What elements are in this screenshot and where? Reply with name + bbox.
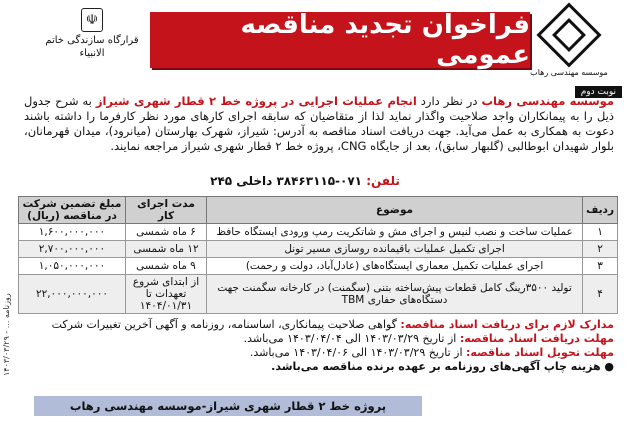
- cell-guarantee: ۲۲,۰۰۰,۰۰۰,۰۰۰: [19, 275, 126, 314]
- footer-banner: پروژه خط ۲ قطار شهری شیراز-موسسه مهندسی رهاب: [34, 396, 422, 416]
- docs-text: گواهی صلاحیت پیمانکاری، اساسنامه، روزنامه و آگهی آخرین تغییرات شرکت: [51, 318, 401, 331]
- side-note: روزنامه ... - ۱۴۰۳/۰۳/۲۹: [2, 293, 11, 377]
- cell-guarantee: ۲,۷۰۰,۰۰۰,۰۰۰: [19, 241, 126, 258]
- rahab-logo-mark-icon: [536, 2, 601, 67]
- table-row: [19, 241, 618, 258]
- rahab-logo-text: موسسه مهندسی رهاب: [530, 68, 608, 77]
- deliver-text: از تاریخ ۱۴۰۳/۰۳/۲۹ الی ۱۴۰۳/۰۴/۰۶ می‌باشد.: [249, 346, 466, 359]
- header-guarantee: مبلغ تضمین شرکت در مناقصه (ریال): [19, 197, 126, 224]
- cell-guarantee: ۱,۰۵۰,۰۰۰,۰۰۰: [19, 258, 126, 275]
- receive-label: مهلت دریافت اسناد مناقصه:: [459, 332, 614, 345]
- cell-subject: اجرای تکمیل عملیات باقیمانده روسازی مسیر تونل: [207, 241, 583, 258]
- iran-emblem-icon: ☫: [81, 8, 103, 32]
- cost-note: ● هزینه چاپ آگهی‌های روزنامه بر عهده برنده مناقصه می‌باشد.: [271, 360, 614, 373]
- table-row: [19, 275, 618, 314]
- org-name: موسسه مهندسی رهاب: [481, 94, 614, 108]
- deliver-label: مهلت تحویل اسناد مناقصه:: [466, 346, 614, 359]
- intro-text-2: به شرح جدول ذیل را به پیمانکاران واجد صلاحیت واگذار نماید لذا از متقاضیان که سابقه اجرای کارهای مورد نظر کارفرما را داشته باشند دعوت به همکاری به عمل می‌آید. جهت دریافت اسناد مناقصه به آدرس: شیراز، شهرک بهارستان (میانرود)، میدان قهرمانان، بلوار شهیدان ابوطالبی (گلبهار سابق)، بعد از جایگاه CNG، پروژه خط ۲ قطار شهری شیراز مراجعه نمایند.: [24, 94, 614, 153]
- cell-subject: اجرای عملیات تکمیل معماری ایستگاه‌های (عادل‌آباد، دولت و رحمت): [207, 258, 583, 275]
- deliver-line: [22, 346, 614, 360]
- cell-duration: از ابتدای شروع تعهدات تا ۱۴۰۴/۰۱/۳۱: [126, 275, 207, 314]
- table-header-row: [19, 197, 618, 224]
- cell-row: ۴: [583, 275, 618, 314]
- table-row: [19, 258, 618, 275]
- cell-subject: تولید ۳۵۰۰رینگ کامل قطعات پیش‌ساخته بتنی (سگمنت) در کارخانه سگمنت جهت دستگاه‌های حفاری TBM: [207, 275, 583, 314]
- header-subject: موضوع: [207, 197, 583, 224]
- phone-label: تلفن:: [366, 174, 400, 188]
- docs-line: [22, 318, 614, 332]
- phone-value: ۰۷۱-۳۸۴۶۳۱۱۵ داخلی ۲۴۵: [210, 174, 363, 188]
- header-duration: مدت اجرای کار: [126, 197, 207, 224]
- cell-duration: ۹ ماه شمسی: [126, 258, 207, 275]
- header-row-number: ردیف: [583, 197, 618, 224]
- receive-text: از تاریخ ۱۴۰۳/۰۳/۲۹ الی ۱۴۰۳/۰۴/۰۴ می‌باشد.: [243, 332, 460, 345]
- intro-text-1: در نظر دارد: [416, 94, 482, 108]
- cell-duration: ۱۲ ماه شمسی: [126, 241, 207, 258]
- intro-paragraph: [24, 94, 614, 154]
- receive-line: [22, 332, 614, 346]
- cell-row: ۲: [583, 241, 618, 258]
- page-title: فراخوان تجدید مناقصه عمومی: [150, 12, 530, 68]
- table-row: [19, 224, 618, 241]
- cell-subject: عملیات ساخت و نصب لنیس و اجرای مش و شاتکریت رمپ ورودی ایستگاه حافظ: [207, 224, 583, 241]
- rahab-logo: [530, 6, 608, 86]
- khatam-logo: [44, 8, 140, 80]
- tender-table: [18, 196, 618, 314]
- khatam-logo-text: قرارگاه سازندگی خاتم الانبیاء: [45, 35, 139, 59]
- cell-row: ۱: [583, 224, 618, 241]
- cell-guarantee: ۱,۶۰۰,۰۰۰,۰۰۰: [19, 224, 126, 241]
- project-name: انجام عملیات اجرایی در پروژه خط ۲ قطار شهری شیراز: [95, 94, 417, 108]
- cell-row: ۳: [583, 258, 618, 275]
- details-section: [22, 318, 614, 374]
- phone-line: [210, 174, 400, 190]
- round-badge: نوبت دوم: [575, 86, 622, 98]
- docs-label: مدارک لازم برای دریافت اسناد مناقصه:: [400, 318, 614, 331]
- cell-duration: ۶ ماه شمسی: [126, 224, 207, 241]
